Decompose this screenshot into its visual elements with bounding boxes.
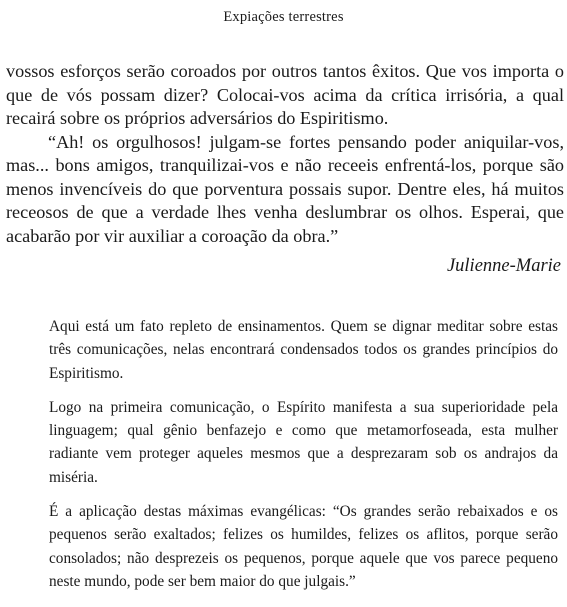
running-title: Expiações terrestres (223, 9, 344, 25)
commentary-paragraph-3: É a aplicação destas máximas evangélicas: “Os grandes serão rebaixados e os pequenos serão exaltados; felizes os humildes, felizes os aflitos, porque serão consolados; não desprezeis os pequenos, porque aquele que vos parece pequeno neste mundo, pode ser bem maior do que julgais.” (49, 503, 558, 590)
commentary-paragraph-1: Aqui está um fato repleto de ensinamentos. Quem se dignar meditar sobre estas três comunicações, nelas encontrará condensados todos os grandes princípios do Espiritismo. (49, 318, 558, 382)
commentary-paragraph-2: Logo na primeira comunicação, o Espírito manifesta a sua superioridade pela linguagem; qual gênio benfazejo e como que metamorfoseada, esta mulher radiante vem proteger aqueles mesmos que a desprezaram sob os andrajos da miséria. (49, 398, 558, 486)
commentary-section (49, 315, 558, 604)
message-signature: Julienne-Marie (446, 256, 561, 276)
message-paragraph-2: “Ah! os orgulhosos! julgam-se fortes pensando poder aniquilar-vos, mas... bons amigos, tranquilizai-vos e não receeis enfrentá-los, porque são menos invencíveis do que porventura possais supor. Dentre eles, há muitos receosos de que a verdade lhes venha deslumbrar os olhos. Esperai, que acabarão por vir auxiliar a coroação da obra.” (6, 131, 564, 246)
spirit-message (6, 60, 564, 248)
message-paragraph-1: vossos esforços serão coroados por outros tantos êxitos. Que vos importa o que de vós possam dizer? Colocai-vos acima da crítica irrisória, a qual recairá sobre os próprios adversários do Espiritismo. (6, 61, 564, 128)
